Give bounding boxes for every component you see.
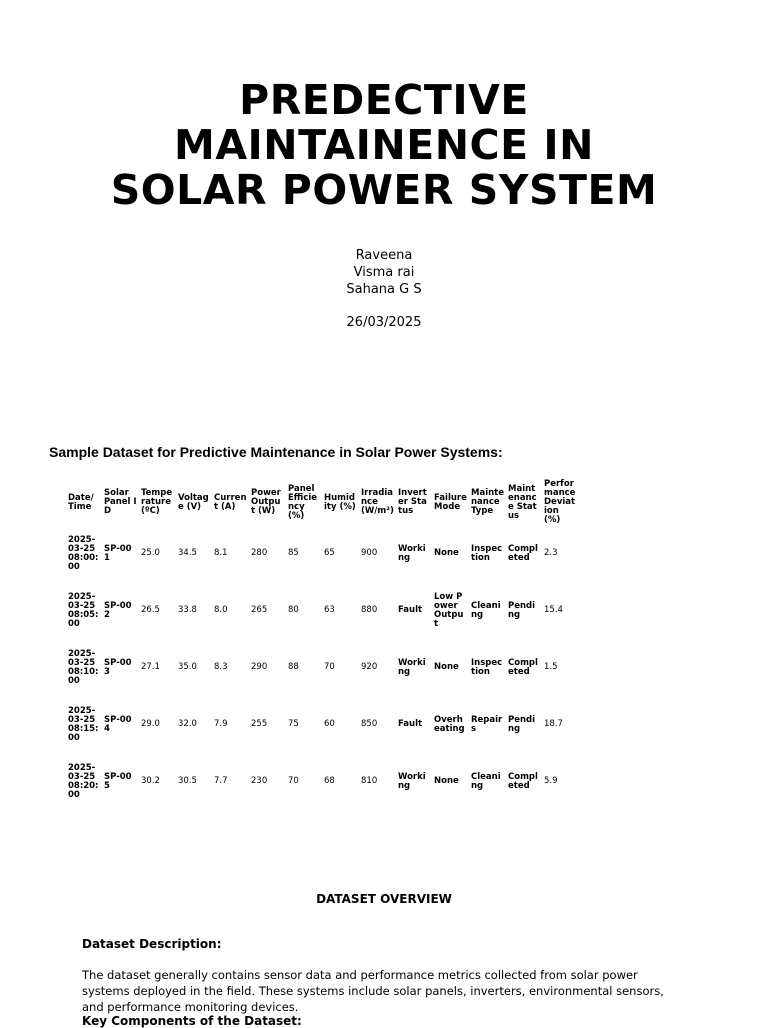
table-cell: 8.3 [214,662,228,672]
table-cell: 2.3 [544,548,558,558]
table-cell: 30.5 [178,776,197,786]
table-cell: 32.0 [178,719,197,729]
table-cell: 68 [324,776,335,786]
table-cell: SP-005 [104,771,132,791]
table-cell: 280 [251,548,268,558]
table-cell: SP-003 [104,657,132,677]
table-cell: 8.0 [214,605,228,615]
column-header: Voltage (V) [178,492,209,512]
table-cell: 2025-03-25 08:20:00 [68,762,99,800]
table-cell: 1.5 [544,662,558,672]
column-header: Temperature (ºC) [141,488,173,516]
table-cell: Low Power Output [434,591,464,629]
table-cell: 60 [324,719,335,729]
table-cell: Inspection [471,543,503,563]
table-cell: 2025-03-25 08:15:00 [68,705,99,743]
table-cell: 2025-03-25 08:00:00 [68,534,99,572]
table-cell: 5.9 [544,776,558,786]
table-cell: 255 [251,719,268,729]
table-header-row [66,480,579,525]
column-header: Date/ Time [68,492,94,512]
table-cell: Cleaning [471,771,501,791]
document-title [0,78,768,213]
table-cell: Pending [508,714,536,734]
table-cell: 880 [361,605,378,615]
table-cell: Working [398,657,426,677]
table-cell: 35.0 [178,662,197,672]
table-cell: 850 [361,719,378,729]
table-row [66,525,579,582]
description-paragraph: The dataset generally contains sensor data and performance metrics collected from solar power systems deployed in the field. These systems include solar panels, inverters, environmental sensors, and performance monitoring devices. [82,968,664,1014]
table-cell: SP-002 [104,600,132,620]
column-header: Maintenance Status [508,483,537,521]
column-header: Current (A) [214,492,247,512]
table-cell: 33.8 [178,605,197,615]
table-row [66,639,579,696]
table-cell: 29.0 [141,719,160,729]
table-cell: Completed [508,543,538,563]
table-cell: None [434,776,459,786]
table-cell: Pending [508,600,536,620]
table-cell: 810 [361,776,378,786]
dataset-table [66,480,579,810]
table-cell: 70 [324,662,335,672]
table-cell: Cleaning [471,600,501,620]
column-header: Inverter Status [398,488,427,516]
table-cell: 230 [251,776,268,786]
table-cell: Inspection [471,657,503,677]
table-cell: 80 [288,605,299,615]
title-line-1: PREDECTIVE [239,76,529,124]
table-cell: 75 [288,719,299,729]
table-cell: 25.0 [141,548,160,558]
author-name: Raveena [355,248,413,263]
author-name: Visma rai [353,265,415,280]
overview-heading: DATASET OVERVIEW [316,892,452,906]
table-cell: 8.1 [214,548,228,558]
table-cell: 920 [361,662,378,672]
table-cell: Completed [508,657,538,677]
table-row [66,582,579,639]
table-cell: 290 [251,662,268,672]
dataset-heading: Sample Dataset for Predictive Maintenance in Solar Power Systems: [49,444,503,460]
table-cell: 900 [361,548,378,558]
table-row [66,753,579,810]
table-cell: None [434,548,459,558]
table-cell: Fault [398,719,423,729]
column-header: Panel Efficiency (%) [288,483,318,521]
table-cell: Fault [398,605,423,615]
table-cell: 26.5 [141,605,160,615]
column-header: Power Output (W) [251,488,281,516]
table-cell: Overheating [434,714,465,734]
description-label: Dataset Description: [82,937,222,951]
column-header: Performance Deviation (%) [544,479,576,525]
table-cell: 65 [324,548,335,558]
table-cell: Repairs [471,714,503,734]
table-cell: 18.7 [544,719,563,729]
table-row [66,696,579,753]
author-name: Sahana G S [346,282,422,297]
table-cell: 7.7 [214,776,228,786]
table-cell: 30.2 [141,776,160,786]
table-cell: 2025-03-25 08:10:00 [68,648,99,686]
table-cell: SP-004 [104,714,132,734]
column-header: Irradiance (W/m²) [361,488,394,516]
title-line-2: MAINTAINENCE IN [174,121,594,169]
table-cell: 70 [288,776,299,786]
table-cell: SP-001 [104,543,132,563]
document-date: 26/03/2025 [346,315,422,330]
table-cell: 34.5 [178,548,197,558]
table-cell: Completed [508,771,538,791]
table-cell: Working [398,543,426,563]
column-header: Solar Panel ID [104,488,137,516]
author-list [0,247,768,298]
table-cell: 265 [251,605,268,615]
column-header: Humidity (%) [324,492,356,512]
table-cell: 63 [324,605,335,615]
components-label: Key Components of the Dataset: [82,1014,302,1028]
table-cell: 85 [288,548,299,558]
table-cell: 7.9 [214,719,228,729]
column-header: Failure Mode [434,492,467,512]
title-line-3: SOLAR POWER SYSTEM [110,166,658,214]
column-header: Maintenance Type [471,488,504,516]
table-cell: 2025-03-25 08:05:00 [68,591,99,629]
table-cell: 15.4 [544,605,563,615]
table-cell: 27.1 [141,662,160,672]
table-cell: 88 [288,662,299,672]
table-cell: Working [398,771,426,791]
table-cell: None [434,662,459,672]
